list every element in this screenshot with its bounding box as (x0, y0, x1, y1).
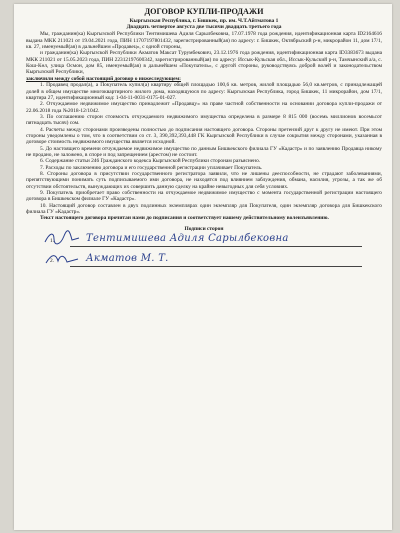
clause-4: 4. Расчеты между сторонами произведены полностью до подписания настоящего договора. Стороны претензий друг к другу не имеют. При этом стороны уведомлены о том, что в соответствии со ст. 3, 390,392,393,448 ГК Кыргызской Республики в случае сокрытия между сторонами, указанная в договоре стоимость недвижимого имущества является исходной. (26, 126, 382, 146)
clause-8: 8. Стороны договора в присутствии государственного регистратора заявили, что не лишены дееспособности, не страдают заболеваниями, препятствующими понимать суть подписываемого ими договора, не находятся под влиянием заблуждения, обмана, насилия, угрозы, а так же об отсутствии обстоятельств, вынуждающих их совершить данную сделку на крайне невыгодных для себя условиях. (26, 170, 382, 190)
clause-10: 10. Настоящий договор составлен в двух подлинных экземплярах один экземпляр для Покупателя, один экземпляр договора для Бишкекского филиала ГУ «Кадастр». (26, 202, 382, 216)
clause-5: 5. До настоящего времени отчуждаемое недвижимое имущество по данным Бишкекского филиала ГУ «Кадастр» и по заявлению Продавца никому не продано, не заложено, в споре и под запрещением (арестом) не состоит. (26, 145, 382, 158)
clause-1: 1. Продавец продал(а), а Покупатель купил(а) квартиру общей площадью 100,6 кв. метров, жилой площадью 56,0 кв.метров, с принадлежащей долей в общем имуществе многоквартирного жилого дома, находящуюся по адресу: Кыргызская Республика, город Бишкек, 11 микрорайон, дом 17/1, квартира 27, идентификационный код: 1-04-11-0031-0175-01-027. (26, 82, 382, 101)
clause-6: 6. Содержание статьи 246 Гражданского кодекса Кыргызской Республики сторонам разъяснено. (40, 158, 261, 165)
agreement-heading: заключили между собой настоящий договор о нижеследующем: (26, 75, 181, 82)
signature-number: 1. (50, 238, 55, 245)
clause-2: 2. Отчуждаемое недвижимое имущество принадлежит «Продавцу» на праве частной собственности на основании договора купли-продажи от 22.06.2018 года №2018-12/1042. (26, 101, 382, 114)
clause-9: 9. Покупатель приобретает право собственности на отчуждаемое недвижимое имущество с момента государственной регистрации настоящего договора в Бишкекском филиале ГУ «Кадастр». (26, 190, 382, 203)
signatures-heading: Подписи сторон (184, 225, 224, 232)
signature-buyer-handwriting: Акматов М. Т. (86, 253, 169, 265)
party-buyer: и гражданин(ка) Кыргызской Республики Акматов Максат Турумбекович, 23.12.1976 года рождения, идентификационная карта ID3383673 выдана МКК 211021 от 15.05.2023 года, ПИН 22312197600342, зарегистрированный(ая) по адресу: Иссык-Кульская обл., Иссык-Кульский р-н, Тамчынский а/а, с. Кош-Көл, улица Осмон, дом 85, именуемый(ая) в дальнейшем «Покупатель», с другой стороны, руководствуясь доброй волей и законодательством Кыргызской Республики, (26, 50, 382, 76)
place-line: Кыргызская Республика, г. Бишкек, пр. им. Ч.Т.Айтматова 1 (129, 17, 279, 24)
signature-number: 2. (50, 258, 55, 265)
date-line: Двадцать четвертое августа две тысячи двадцать третьего года (126, 24, 282, 30)
clause-7: 7. Расходы по заключению договора и его государственной регистрации уплачивает Покупатель. (40, 164, 263, 171)
contract-document (14, 4, 392, 530)
signature-seller-handwriting: Тентимишева Адиля Сарылбековна (86, 233, 289, 245)
final-statement: Текст настоящего договора прочитан нами до подписания и соответствует нашему действительному волеизъявлению. (40, 215, 329, 222)
clause-3: 3. По соглашению сторон стоимость отчуждаемого недвижимого имущества определена в размере 8 815 000 (восемь миллионов восемьсот пятнадцать тысяч) сом. (26, 113, 382, 127)
signature-line (70, 266, 362, 267)
document-title: ДОГОВОР КУПЛИ-ПРОДАЖИ (144, 7, 264, 16)
signature-line (70, 246, 362, 247)
party-seller: Мы, гражданин(ка) Кыргызской Республики Тентимишева Адиля Сарылбековна, 17.07.1978 года рождения, идентификационная карта ID2164616 выдана МКК 211021 от 19.04.2021 года, ПИН 11707197801432, зарегистрированный(ая) по адресу: г. Бишкек, Октябрьский р-н, микрорайон 11, дом 17/1, кв. 27, именуемый(ая) в дальнейшем «Продавец», с одной стороны, (26, 31, 382, 51)
signature-row-seller (26, 232, 382, 252)
signature-row-buyer (26, 252, 382, 272)
